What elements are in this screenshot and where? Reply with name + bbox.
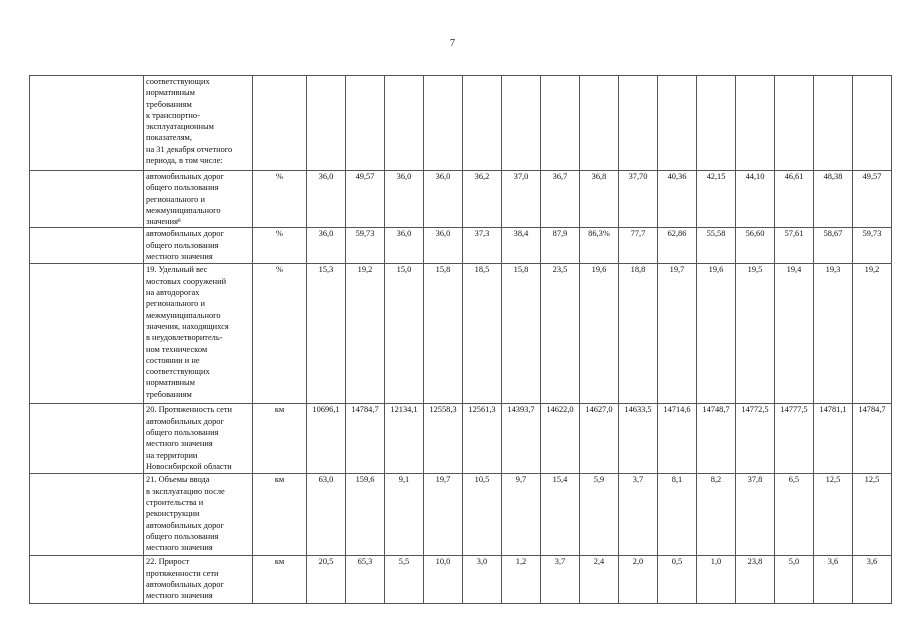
value-cell: 14784,7 [853,404,892,474]
value-cell: 15,8 [424,264,463,404]
indicator-name-line: периода, в том числе: [146,156,223,166]
indicator-name-line: на 31 декабря отчетного [146,144,233,154]
value-cell: 86,3% [580,228,619,264]
indicator-name-line: регионального и [146,194,205,204]
indicator-name-line: на территории [146,450,198,460]
value-cell: 14772,5 [736,404,775,474]
indicator-name-line: автомобильных дорог [146,229,224,239]
value-cell [424,76,463,171]
value-cell: 49,57 [853,171,892,228]
indicator-name-line: местного значения [146,252,213,262]
value-cell: 0,5 [658,556,697,604]
section-cell [30,76,144,171]
indicator-name-line: межмуниципального [146,205,221,215]
value-cell: 19,2 [853,264,892,404]
value-cell: 14777,5 [775,404,814,474]
value-cell: 15,8 [502,264,541,404]
indicator-name-line: требованиям [146,99,192,109]
value-cell: 37,70 [619,171,658,228]
value-cell: 12134,1 [385,404,424,474]
value-cell [853,76,892,171]
value-cell: 3,6 [853,556,892,604]
value-cell: 19,7 [658,264,697,404]
unit-cell: % [253,171,307,228]
value-cell [307,76,346,171]
value-cell: 9,1 [385,474,424,556]
value-cell: 19,6 [697,264,736,404]
value-cell: 1,0 [697,556,736,604]
value-cell: 36,0 [385,171,424,228]
indicator-name-line: мостовых сооружений [146,276,227,286]
table-row [30,228,892,264]
indicator-name-line: регионального и [146,299,205,309]
value-cell [697,76,736,171]
value-cell: 15,3 [307,264,346,404]
value-cell: 159,6 [346,474,385,556]
value-cell: 38,4 [502,228,541,264]
value-cell [814,76,853,171]
table-row [30,171,892,228]
value-cell: 19,5 [736,264,775,404]
table-row [30,76,892,171]
value-cell: 59,73 [853,228,892,264]
value-cell: 19,3 [814,264,853,404]
section-cell [30,171,144,228]
value-cell: 15,4 [541,474,580,556]
unit-cell: км [253,556,307,604]
indicator-name-line: строительства и [146,498,204,508]
indicator-name [144,264,253,404]
indicator-name-line: требованиям [146,389,192,399]
value-cell: 20,5 [307,556,346,604]
value-cell: 14627,0 [580,404,619,474]
indicator-name-line: автомобильных дорог [146,416,224,426]
value-cell: 40,36 [658,171,697,228]
value-cell: 18,5 [463,264,502,404]
value-cell [775,76,814,171]
value-cell: 10,5 [463,474,502,556]
value-cell: 62,86 [658,228,697,264]
indicator-name-line: 22. Прирост [146,557,190,567]
value-cell: 19,7 [424,474,463,556]
indicator-name-line: соответствующих [146,367,210,377]
value-cell: 57,61 [775,228,814,264]
value-cell: 44,10 [736,171,775,228]
value-cell: 87,9 [541,228,580,264]
value-cell: 19,6 [580,264,619,404]
section-cell [30,474,144,556]
indicator-name-line: общего пользования [146,183,219,193]
indicator-name-line: местного значения [146,543,213,553]
indicator-name-line: значения⁸ [146,217,181,227]
indicator-name-line: межмуниципального [146,310,221,320]
value-cell: 6,5 [775,474,814,556]
indicator-name-line: автомобильных дорог [146,580,224,590]
value-cell: 23,8 [736,556,775,604]
value-cell: 14781,1 [814,404,853,474]
value-cell: 1,2 [502,556,541,604]
indicator-name-line: к транспортно- [146,110,200,120]
section-cell [30,264,144,404]
page-number: 7 [450,38,455,49]
value-cell: 65,3 [346,556,385,604]
value-cell: 59,73 [346,228,385,264]
indicator-name-line: нормативным [146,378,195,388]
indicator-name-line: на автодорогах [146,288,200,298]
value-cell: 9,7 [502,474,541,556]
value-cell: 14393,7 [502,404,541,474]
value-cell: 77,7 [619,228,658,264]
value-cell [541,76,580,171]
value-cell [346,76,385,171]
value-cell: 49,57 [346,171,385,228]
unit-cell: % [253,264,307,404]
value-cell [385,76,424,171]
value-cell: 36,0 [424,171,463,228]
indicator-name-line: соответствующих [146,77,210,86]
indicator-name-line: общего пользования [146,240,219,250]
indicator-name [144,556,253,604]
section-cell [30,228,144,264]
unit-cell [253,76,307,171]
value-cell: 36,0 [307,228,346,264]
value-cell: 36,0 [307,171,346,228]
value-cell: 55,58 [697,228,736,264]
section-cell [30,556,144,604]
indicator-name [144,474,253,556]
value-cell: 14633,5 [619,404,658,474]
unit-cell: км [253,474,307,556]
indicator-name-line: в эксплуатацию после [146,486,225,496]
value-cell: 36,0 [424,228,463,264]
indicator-name-line: протяженности сети [146,568,219,578]
indicator-name-line: местного значения [146,439,213,449]
value-cell: 56,60 [736,228,775,264]
value-cell: 63,0 [307,474,346,556]
value-cell: 5,5 [385,556,424,604]
indicator-name-line: автомобильных дорог [146,172,224,181]
indicator-name [144,76,253,171]
value-cell: 19,2 [346,264,385,404]
table-row [30,556,892,604]
value-cell: 12,5 [814,474,853,556]
table-row [30,404,892,474]
indicator-name [144,404,253,474]
indicator-name-line: местного значения [146,591,213,601]
indicator-name-line: эксплуатационным [146,122,214,132]
indicator-name-line: состоянии и не [146,355,200,365]
indicator-name-line: значения, находящихся [146,321,229,331]
section-cell [30,404,144,474]
value-cell: 23,5 [541,264,580,404]
value-cell: 36,7 [541,171,580,228]
indicator-name-line: общего пользования [146,531,219,541]
indicator-name-line: ном техническом [146,344,208,354]
indicator-name [144,228,253,264]
indicators-table [29,75,892,604]
value-cell: 36,0 [385,228,424,264]
value-cell: 10696,1 [307,404,346,474]
value-cell [619,76,658,171]
value-cell: 2,4 [580,556,619,604]
value-cell [736,76,775,171]
value-cell: 8,1 [658,474,697,556]
indicator-name [144,171,253,228]
table-row [30,264,892,404]
indicator-name-line: 19. Удельный вес [146,265,208,275]
value-cell: 8,2 [697,474,736,556]
value-cell: 36,8 [580,171,619,228]
value-cell: 10,0 [424,556,463,604]
value-cell: 5,9 [580,474,619,556]
value-cell: 14784,7 [346,404,385,474]
value-cell: 15,0 [385,264,424,404]
value-cell [580,76,619,171]
value-cell: 14748,7 [697,404,736,474]
indicator-name-line: автомобильных дорог [146,520,224,530]
value-cell [502,76,541,171]
value-cell: 3,6 [814,556,853,604]
value-cell: 37,0 [502,171,541,228]
value-cell: 14622,0 [541,404,580,474]
indicator-name-line: показателям, [146,133,192,143]
value-cell: 46,61 [775,171,814,228]
value-cell: 36,2 [463,171,502,228]
indicator-name-line: Новосибирской области [146,461,232,471]
indicator-name-line: реконструкции [146,509,200,519]
indicator-name-line: 21. Объемы ввода [146,475,210,485]
unit-cell: км [253,404,307,474]
value-cell: 12558,3 [424,404,463,474]
value-cell: 14714,6 [658,404,697,474]
value-cell: 37,8 [736,474,775,556]
value-cell: 48,38 [814,171,853,228]
value-cell: 12,5 [853,474,892,556]
value-cell: 58,67 [814,228,853,264]
indicator-name-line: нормативным [146,88,195,98]
value-cell: 19,4 [775,264,814,404]
table-row [30,474,892,556]
value-cell: 5,0 [775,556,814,604]
indicator-name-line: в неудовлетворитель- [146,333,223,343]
value-cell: 3,0 [463,556,502,604]
value-cell: 42,15 [697,171,736,228]
value-cell: 12561,3 [463,404,502,474]
value-cell: 3,7 [541,556,580,604]
value-cell [658,76,697,171]
value-cell: 18,8 [619,264,658,404]
indicator-name-line: общего пользования [146,428,219,438]
value-cell: 2,0 [619,556,658,604]
value-cell: 3,7 [619,474,658,556]
indicator-name-line: 20. Протяженность сети [146,405,232,415]
unit-cell: % [253,228,307,264]
value-cell: 37,3 [463,228,502,264]
value-cell [463,76,502,171]
